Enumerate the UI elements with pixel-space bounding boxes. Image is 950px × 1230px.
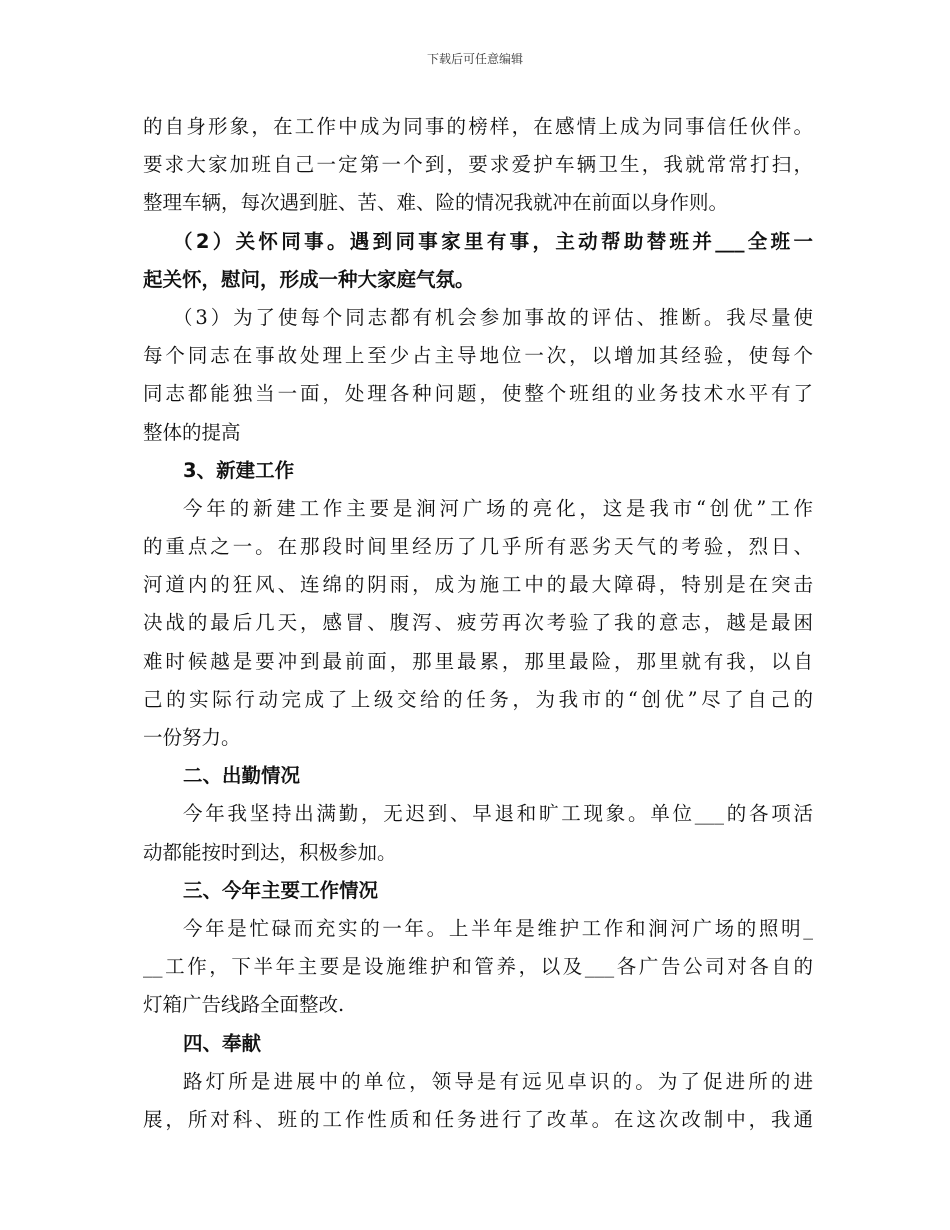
text-line: 整体的提高 <box>143 420 241 444</box>
text-line: 一份努力。 <box>143 726 241 749</box>
section-heading-attendance: 二、出勤情况 <box>183 764 301 788</box>
paragraph-dedication <box>143 1063 813 1139</box>
text-line: 难时候越是要冲到最前面，那里最累，那里最险，那里就有我，以自 <box>143 649 813 673</box>
text-line: 决战的最后几天，感冒、腹泻、疲劳再次考验了我的意志，越是最困 <box>143 611 813 635</box>
text-line: 每个同志在事故处理上至少占主导地位一次，以增加其经验，使每个 <box>143 344 813 368</box>
section-heading-main-work: 三、今年主要工作情况 <box>183 878 379 902</box>
paragraph-attendance <box>143 795 813 871</box>
text-line: 同志都能独当一面，处理各种问题，使整个班组的业务技术水平有了 <box>143 382 813 406</box>
text-line: 河道内的狂风、连绵的阴雨，成为施工中的最大障碍，特别是在突击 <box>143 573 813 597</box>
text-line: 今年的新建工作主要是涧河广场的亮化，这是我市“创优”工作 <box>183 496 813 520</box>
text-line: 动都能按时到达，积极参加。 <box>143 840 397 864</box>
paragraph-accident-assessment <box>143 299 813 452</box>
section-heading-dedication: 四、奉献 <box>183 1031 262 1055</box>
text-line: 的自身形象，在工作中成为同事的榜样，在感情上成为同事信任伙伴。 <box>143 115 813 138</box>
text-line: 起关怀，慰问，形成一种大家庭气氛。 <box>143 267 475 291</box>
text-line: （2）关怀同事。遇到同事家里有事，主动帮助替班并___全班一 <box>173 229 813 253</box>
paragraph-care-colleagues <box>143 223 813 299</box>
paragraph-new-construction <box>143 490 813 757</box>
text-line: 今年我坚持出满勤，无迟到、早退和旷工现象。单位___的各项活 <box>183 802 813 826</box>
paragraph-main-work <box>143 910 813 1025</box>
paragraph-self-image <box>143 108 813 223</box>
text-line: 今年是忙碌而充实的一年。上半年是维护工作和涧河广场的照明_ <box>183 916 813 940</box>
page-header: 下载后可任意编辑 <box>426 52 523 66</box>
text-line: 展，所对科、班的工作性质和任务进行了改革。在这次改制中，我通 <box>143 1107 813 1131</box>
text-line: __工作，下半年主要是设施维护和管养，以及___各广告公司对各自的 <box>143 955 813 979</box>
text-line: 灯箱广告线路全面整改. <box>143 993 345 1017</box>
text-line: 己的实际行动完成了上级交给的任务，为我市的“创优”尽了自己的 <box>143 687 813 711</box>
text-line: 的重点之一。在那段时间里经历了几乎所有恶劣天气的考验，烈日、 <box>143 535 813 559</box>
text-line: 整理车辆，每次遇到脏、苦、难、险的情况我就冲在前面以身作则。 <box>143 191 729 215</box>
document-body <box>143 108 813 1139</box>
text-line: （3）为了使每个同志都有机会参加事故的评估、推断。我尽量使 <box>173 305 813 329</box>
text-line: 路灯所是进展中的单位，领导是有远见卓识的。为了促进所的进 <box>183 1069 813 1093</box>
text-line: 要求大家加班自己一定第一个到，要求爱护车辆卫生，我就常常打扫， <box>143 153 813 177</box>
section-heading-new-construction: 3、新建工作 <box>183 458 295 482</box>
